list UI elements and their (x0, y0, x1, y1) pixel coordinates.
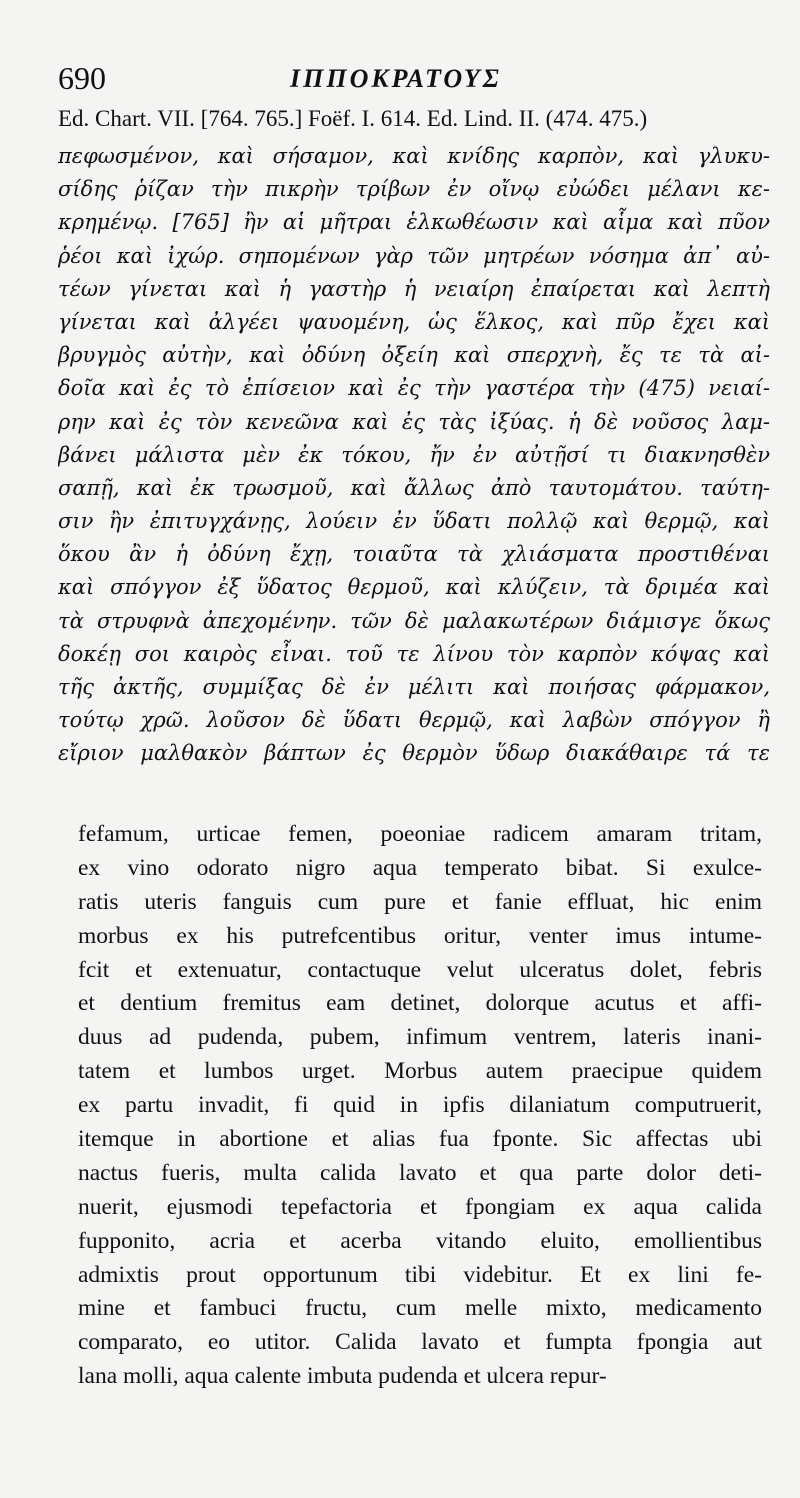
running-title: ΙΠΠΟΚΡΑΤΟΥΣ (290, 64, 502, 93)
greek-text-line: σαπῇ, καὶ ἐκ τρωσμοῦ, καὶ ἄλλως ἀπὸ ταυτομάτου. ταύτη- (58, 475, 770, 500)
greek-text-line: δοκέῃ σοι καιρὸς εἶναι. τοῦ τε λίνου τὸν καρπὸν κόψας καὶ (58, 641, 770, 666)
greek-text-line: ὅκου ἂν ἡ ὀδύνη ἔχῃ, τοιαῦτα τὰ χλιάσματα προστιθέναι (58, 542, 770, 567)
greek-text-line: βάνει μάλιστα μὲν ἐκ τόκου, ἤν ἐν αὐτῇσί τι διακνησθὲν (58, 442, 770, 467)
greek-text-line: καὶ σπόγγον ἐξ ὕδατος θερμοῦ, καὶ κλύζειν, τὰ δριμέα καὶ (58, 575, 770, 600)
greek-text-line: σίδης ῥίζαν τὴν πικρὴν τρίβων ἐν οἴνῳ εὐώδει μέλανι κε- (58, 177, 770, 202)
latin-text-line: et dentium fremitus eam detinet, dolorque acutus et affi- (78, 990, 762, 1017)
latin-text-line: ratis uteris fanguis cum pure et fanie effluat, hic enim (78, 888, 762, 915)
latin-text-line: nactus fueris, multa calida lavato et qua parte dolor deti- (78, 1159, 762, 1186)
page-header (58, 60, 758, 100)
latin-text-line: fcit et extenuatur, contactuque velut ulceratus dolet, febris (78, 956, 762, 983)
latin-text-line: morbus ex his putrefcentibus oritur, venter imus intume- (78, 922, 762, 949)
latin-text-line: comparato, eo utitor. Calida lavato et fumpta fpongia aut (78, 1329, 762, 1356)
latin-text-line: fefamum, urticae femen, poeoniae radicem amaram tritam, (78, 821, 762, 847)
greek-text-line: τούτῳ χρῶ. λοῦσον δὲ ὕδατι θερμῷ, καὶ λαβὼν σπόγγον ἢ (58, 708, 770, 733)
latin-text-line: tatem et lumbos urget. Morbus autem praecipue quidem (78, 1058, 762, 1085)
latin-text-line: ex vino odorato nigro aqua temperato bibat. Si exulce- (78, 854, 762, 881)
page-number: 690 (58, 60, 106, 96)
greek-text-line: εἴριον μαλθακὸν βάπτων ἐς θερμὸν ὕδωρ διακάθαιρε τά τε (58, 741, 770, 766)
latin-text-line: admixtis prout opportunum tibi videbitur. Et ex lini fe- (78, 1261, 762, 1288)
greek-text-line: δοῖα καὶ ἐς τὸ ἐπίσειον καὶ ἐς τὴν γαστέρα τὴν (475) νειαί- (58, 376, 770, 401)
greek-text-line: βρυγμὸς αὐτὴν, καὶ ὀδύνη ὀξείη καὶ σπερχνὴ, ἔς τε τὰ αἰ- (58, 343, 770, 368)
greek-text-line: τῆς ἀκτῆς, συμμίξας δὲ ἐν μέλιτι καὶ ποιήσας φάρμακον, (58, 675, 770, 699)
edition-references: Ed. Chart. VII. [764. 765.] Foëf. I. 614. Ed. Lind. II. (474. 475.) (58, 106, 648, 131)
latin-text-line: itemque in abortione et alias fua fponte. Sic affectas ubi (78, 1126, 762, 1153)
greek-text-block (58, 140, 770, 771)
latin-text-line: nuerit, ejusmodi tepefactoria et fpongiam ex aqua calida (78, 1193, 762, 1220)
greek-text-line: τέων γίνεται καὶ ἡ γαστὴρ ἡ νειαίρη ἐπαίρεται καὶ λεπτὴ (58, 276, 770, 301)
greek-text-line: τὰ στρυφνὰ ἀπεχομένην. τῶν δὲ μαλακωτέρων διάμισγε ὅκως (58, 608, 770, 633)
greek-text-line: σιν ἢν ἐπιτυγχάνῃς, λούειν ἐν ὕδατι πολλῷ καὶ θερμῷ, καὶ (58, 509, 770, 534)
latin-text-line: lana molli, aqua calente imbuta pudenda et ulcera repur- (78, 1363, 607, 1390)
greek-text-line: γίνεται καὶ ἀλγέει ψαυομένη, ὡς ἕλκος, καὶ πῦρ ἔχει καὶ (58, 309, 770, 334)
latin-text-block (78, 818, 762, 1394)
greek-text-line: ῥέοι καὶ ἰχώρ. σηπομένων γὰρ τῶν μητρέων νόσημα ἀπ᾽ αὐ- (58, 243, 770, 268)
latin-text-line: mine et fambuci fructu, cum melle mixto, medicamento (78, 1295, 762, 1322)
latin-text-line: ex partu invadit, fi quid in ipfis dilaniatum computruerit, (78, 1092, 762, 1119)
latin-text-line: duus ad pudenda, pubem, infimum ventrem, lateris inani- (78, 1024, 762, 1051)
greek-text-line: πεφωσμένον, καὶ σήσαμον, καὶ κνίδης καρπὸν, καὶ γλυκυ- (58, 144, 770, 168)
greek-text-line: ρην καὶ ἐς τὸν κενεῶνα καὶ ἐς τὰς ἰξύας. ἡ δὲ νοῦσος λαμ- (58, 409, 770, 434)
latin-text-line: fupponito, acria et acerba vitando eluito, emollientibus (78, 1227, 762, 1254)
greek-text-line: κρημένῳ. [765] ἢν αἱ μῆτραι ἑλκωθέωσιν καὶ αἷμα καὶ πῦον (58, 210, 770, 235)
